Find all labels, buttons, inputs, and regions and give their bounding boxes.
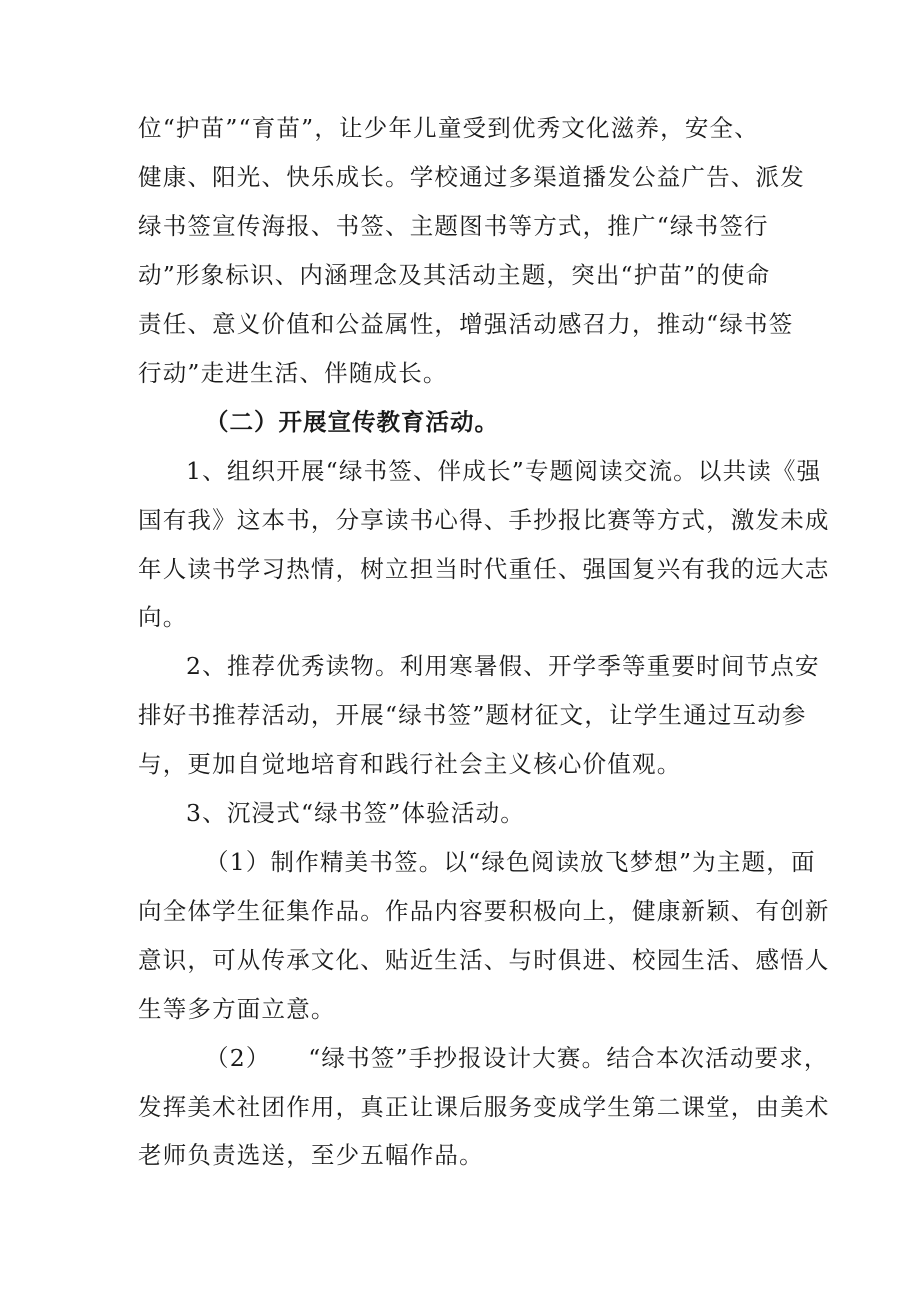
paragraph-line: 发挥美术社团作用，真正让课后服务变成学生第二课堂，由美术 [138, 1093, 830, 1121]
paragraph-line: 老师负责选送，至少五幅作品。 [138, 1141, 484, 1169]
paragraph-line: 2、推荐优秀读物。利用寒暑假、开学季等重要时间节点安 [186, 652, 820, 680]
paragraph-line: 1、组织开展“绿书签、伴成长”专题阅读交流。以共读《强 [186, 457, 822, 485]
paragraph-line: 动”形象标识、内涵理念及其活动主题，突出“护苗”的使命 [138, 261, 771, 289]
paragraph-line: 向。 [138, 603, 188, 631]
paragraph-line: 意识，可从传承文化、贴近生活、与时俱进、校园生活、感悟人 [138, 946, 830, 974]
paragraph-line: 与，更加自觉地培育和践行社会主义核心价值观。 [138, 750, 682, 778]
section-heading: （二）开展宣传教育活动。 [205, 408, 499, 436]
paragraph-line: 3、沉浸式“绿书签”体验活动。 [186, 799, 525, 827]
paragraph-line: （1）制作精美书签。以“绿色阅读放飞梦想”为主题，面 [205, 848, 816, 876]
paragraph-line: 生等多方面立意。 [138, 995, 336, 1023]
paragraph-line: 责任、意义价值和公益属性，增强活动感召力，推动“绿书签 [138, 310, 794, 338]
paragraph-line: 位“护苗”“育苗”，让少年儿童受到优秀文化滋养，安全、 [138, 114, 759, 142]
paragraph-line: 向全体学生征集作品。作品内容要积极向上，健康新颖、有创新 [138, 897, 830, 925]
paragraph-line: 年人读书学习热情，树立担当时代重任、强国复兴有我的远大志 [138, 555, 830, 583]
paragraph-line: 排好书推荐活动，开展“绿书签”题材征文，让学生通过互动参 [138, 701, 807, 729]
paragraph-line: 绿书签宣传海报、书签、主题图书等方式，推广“绿书签行 [138, 212, 769, 240]
paragraph-line: 行动”走进生活、伴随成长。 [138, 359, 448, 387]
paragraph-line: 国有我》这本书，分享读书心得、手抄报比赛等方式，激发未成 [138, 506, 830, 534]
paragraph-line: （2） “绿书签”手抄报设计大赛。结合本次活动要求， [205, 1044, 829, 1072]
paragraph-line: 健康、阳光、快乐成长。学校通过多渠道播发公益广告、派发 [138, 163, 805, 191]
